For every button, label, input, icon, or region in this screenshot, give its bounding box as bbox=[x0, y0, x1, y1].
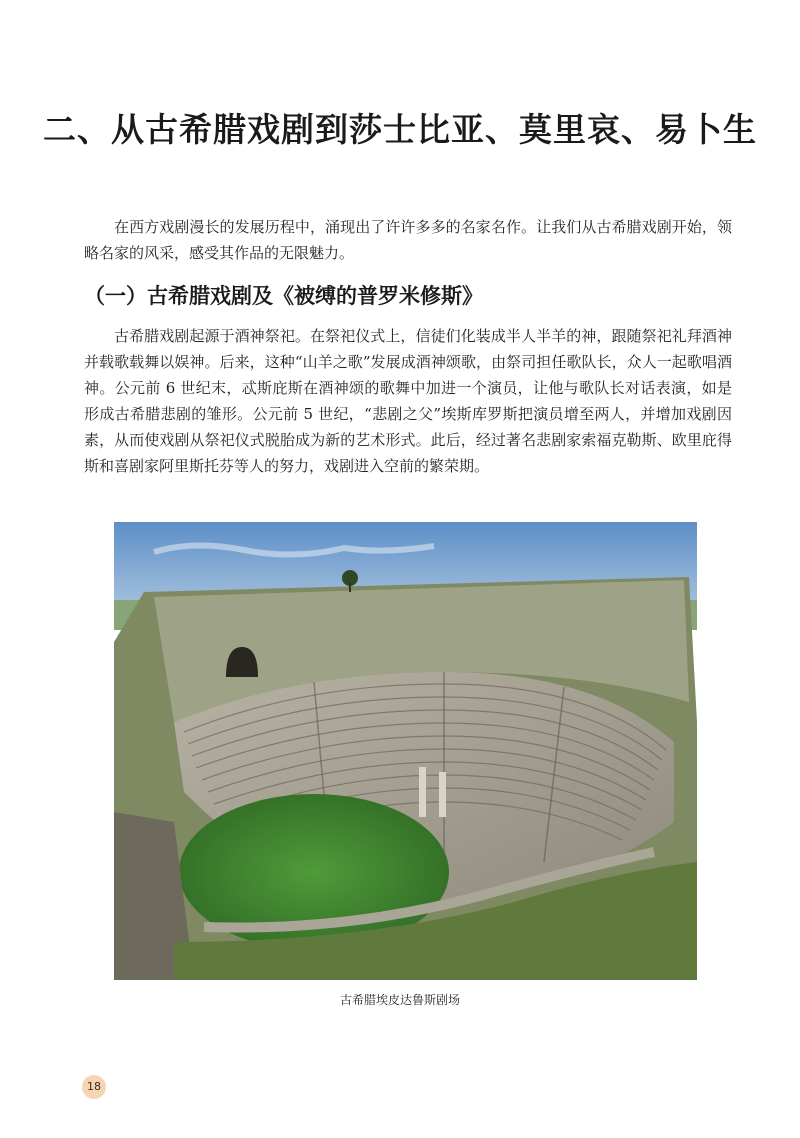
section-paragraph: 古希腊戏剧起源于酒神祭祀。在祭祀仪式上，信徒们化装成半人半羊的神，跟随祭祀礼拜酒神并载歌载舞以娱神。后来，这种“山羊之歌”发展成酒神颂歌，由祭司担任歌队长，众人一起歌唱酒神。公元前 6 世纪末，忒斯庇斯在酒神颂的歌舞中加进一个演员，让他与歌队长对话表演，如是形成古希腊悲剧的雏形。公元前 5 世纪，“悲剧之父”埃斯库罗斯把演员增至两人，并增加戏剧因素，从而使戏剧从祭祀仪式脱胎成为新的艺术形式。此后，经过著名悲剧家索福克勒斯、欧里庇得斯和喜剧家阿里斯托芬等人的努力，戏剧进入空前的繁荣期。 bbox=[84, 327, 732, 475]
theater-photo bbox=[114, 522, 697, 980]
page-number-badge: 18 bbox=[82, 1075, 106, 1099]
chapter-title: 二、从古希腊戏剧到莎士比亚、莫里哀、易卜生 bbox=[43, 110, 757, 149]
section-heading: （一）古希腊戏剧及《被缚的普罗米修斯》 bbox=[84, 284, 483, 308]
intro-paragraph: 在西方戏剧漫长的发展历程中，涌现出了许许多多的名家名作。让我们从古希腊戏剧开始，领略名家的风采，感受其作品的无限魅力。 bbox=[84, 218, 732, 262]
figure-caption: 古希腊埃皮达鲁斯剧场 bbox=[339, 993, 460, 1007]
theater-photo-illustration bbox=[114, 522, 697, 980]
